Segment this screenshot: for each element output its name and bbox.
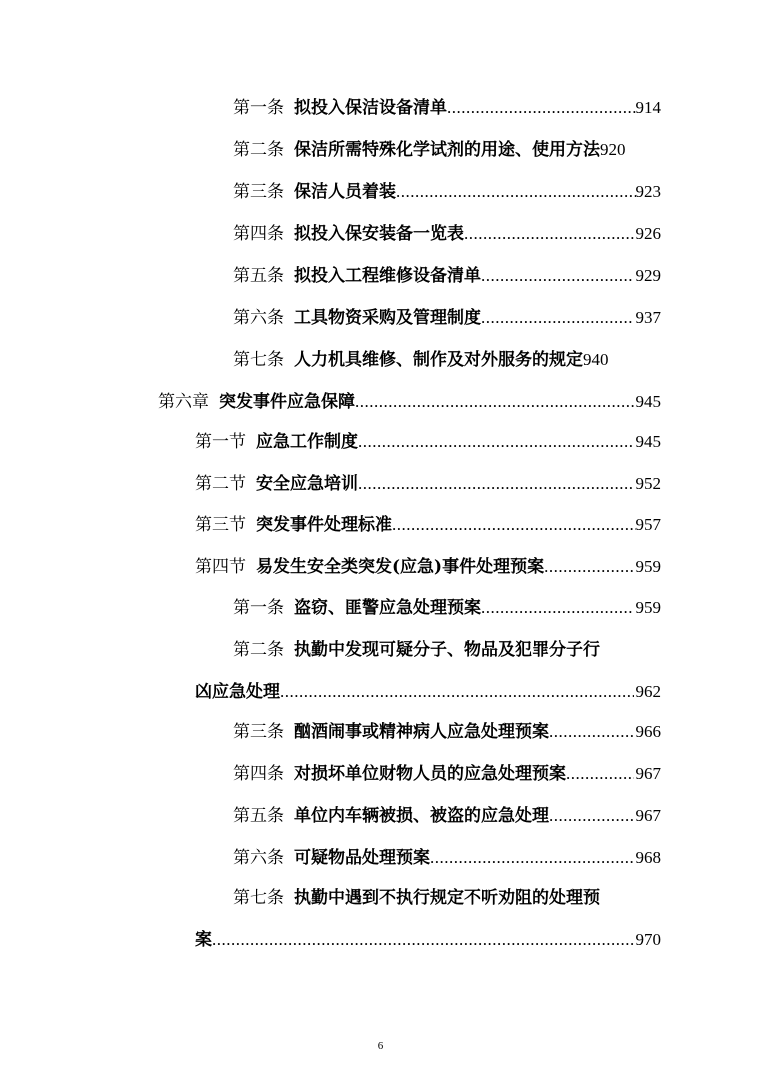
toc-entry-page: 923	[635, 182, 661, 201]
toc-entry-number: 第四条	[233, 224, 284, 244]
toc-entry-title: 可疑物品处理预案	[294, 848, 430, 868]
toc-entry-title: 保洁所需特殊化学试剂的用途、使用方法	[294, 140, 600, 160]
toc-entry[interactable]	[233, 720, 661, 744]
page-number: 6	[377, 1040, 384, 1052]
toc-section-entry[interactable]	[195, 472, 661, 496]
toc-entry-number: 第四节	[195, 557, 246, 577]
dot-leader	[544, 555, 633, 579]
toc-entry[interactable]	[233, 762, 661, 786]
toc-section-entry[interactable]	[195, 430, 661, 454]
toc-entry[interactable]	[233, 180, 661, 204]
toc-entry-title: 突发事件应急保障	[219, 392, 355, 412]
dot-leader	[481, 264, 634, 288]
toc-entry-title: 拟投入工程维修设备清单	[294, 266, 481, 286]
toc-section-entry[interactable]	[195, 555, 661, 579]
dot-leader	[464, 222, 634, 246]
toc-entry-title: 酗酒闹事或精神病人应急处理预案	[294, 722, 549, 742]
toc-entry-number: 第三条	[233, 722, 284, 742]
toc-entry-page: 937	[635, 308, 661, 327]
dot-leader	[392, 513, 636, 537]
toc-entry-number: 第四条	[233, 764, 284, 784]
toc-entry-title: 工具物资采购及管理制度	[294, 308, 481, 328]
toc-entry-page: 945	[635, 392, 661, 411]
toc-entry-title: 安全应急培训	[256, 474, 358, 494]
toc-entry[interactable]	[233, 222, 661, 246]
toc-entry-title: 应急工作制度	[256, 432, 358, 452]
dot-leader	[481, 596, 634, 620]
toc-entry-page: 920	[600, 140, 626, 159]
dot-leader	[358, 472, 634, 496]
toc-entry-number: 第二条	[233, 640, 284, 660]
toc-entry[interactable]	[233, 96, 661, 120]
dot-leader	[549, 720, 634, 744]
toc-entry-number: 第五条	[233, 806, 284, 826]
dot-leader	[355, 390, 634, 414]
toc-entry-page: 970	[635, 930, 661, 949]
toc-entry[interactable]	[233, 804, 661, 828]
toc-entry-title: 突发事件处理标准	[256, 515, 392, 535]
toc-entry-number: 第五条	[233, 266, 284, 286]
toc-entry[interactable]	[233, 638, 600, 662]
toc-section-entry[interactable]	[195, 513, 661, 537]
toc-entry-continuation[interactable]	[195, 680, 661, 704]
toc-entry[interactable]	[233, 886, 600, 910]
toc-entry[interactable]	[233, 138, 626, 162]
dot-leader	[566, 762, 634, 786]
toc-entry-number: 第二节	[195, 474, 246, 494]
toc-entry-page: 940	[583, 350, 609, 369]
toc-entry-number: 第一条	[233, 598, 284, 618]
toc-entry-page: 959	[635, 598, 661, 617]
toc-entry-page: 966	[635, 722, 661, 741]
toc-entry[interactable]	[233, 596, 661, 620]
dot-leader	[212, 928, 634, 952]
toc-entry-page: 957	[635, 515, 661, 534]
toc-entry-number: 第二条	[233, 140, 284, 160]
toc-entry-title: 执勤中遇到不执行规定不听劝阻的处理预	[294, 888, 600, 908]
toc-entry-page: 959	[635, 557, 661, 576]
toc-entry[interactable]	[233, 348, 609, 372]
toc-entry-page: 952	[635, 474, 661, 493]
toc-entry-page: 945	[635, 432, 661, 451]
toc-entry-number: 第一节	[195, 432, 246, 452]
toc-entry-title: 人力机具维修、制作及对外服务的规定	[294, 350, 583, 370]
toc-entry-page: 929	[635, 266, 661, 285]
toc-entry[interactable]	[233, 264, 661, 288]
toc-entry-title: 易发生安全类突发(应急)事件处理预案	[256, 557, 545, 577]
toc-entry-number: 第三条	[233, 182, 284, 202]
dot-leader	[396, 180, 636, 204]
dot-leader	[430, 846, 634, 870]
toc-entry-number: 第六条	[233, 308, 284, 328]
toc-chapter-entry[interactable]	[158, 390, 661, 414]
toc-entry-title: 拟投入保洁设备清单	[294, 98, 447, 118]
toc-entry-page: 914	[635, 98, 661, 117]
toc-entry-title: 案	[195, 930, 212, 950]
toc-entry-title: 对损坏单位财物人员的应急处理预案	[294, 764, 566, 784]
dot-leader	[447, 96, 636, 120]
toc-entry-page: 962	[635, 682, 661, 701]
dot-leader	[481, 306, 634, 330]
toc-entry-page: 967	[635, 764, 661, 783]
toc-entry-title: 保洁人员着装	[294, 182, 396, 202]
toc-entry-title: 凶应急处理	[195, 682, 280, 702]
toc-entry-page: 967	[635, 806, 661, 825]
toc-entry-page: 926	[635, 224, 661, 243]
dot-leader	[358, 430, 634, 454]
toc-entry[interactable]	[233, 846, 661, 870]
toc-entry-number: 第三节	[195, 515, 246, 535]
toc-entry-number: 第六条	[233, 848, 284, 868]
toc-entry-title: 盗窃、匪警应急处理预案	[294, 598, 481, 618]
toc-entry-continuation[interactable]	[195, 928, 661, 952]
toc-entry-number: 第一条	[233, 98, 284, 118]
toc-entry-number: 第七条	[233, 888, 284, 908]
toc-entry-title: 执勤中发现可疑分子、物品及犯罪分子行	[294, 640, 600, 660]
dot-leader	[280, 680, 634, 704]
toc-entry-title: 单位内车辆被损、被盗的应急处理	[294, 806, 549, 826]
dot-leader	[549, 804, 634, 828]
toc-entry-number: 第六章	[158, 392, 209, 412]
toc-entry-title: 拟投入保安装备一览表	[294, 224, 464, 244]
toc-entry-number: 第七条	[233, 350, 284, 370]
toc-entry[interactable]	[233, 306, 661, 330]
toc-entry-page: 968	[635, 848, 661, 867]
